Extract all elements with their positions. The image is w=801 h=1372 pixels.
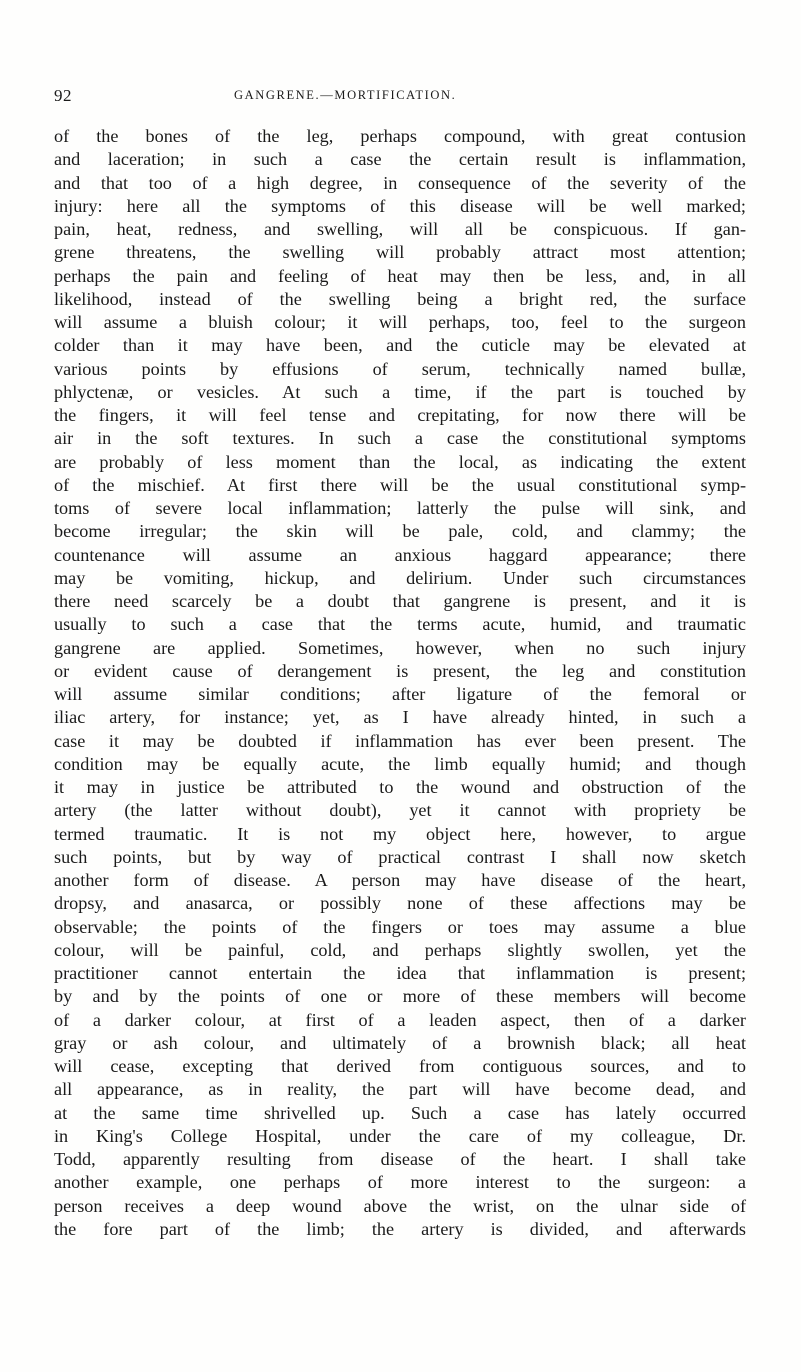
text-line: and laceration; in such a case the certain result is inflammation, — [54, 149, 746, 170]
text-line: of a darker colour, at first of a leaden aspect, then of a darker — [54, 1009, 746, 1030]
text-line: grene threatens, the swelling will probably attract most attention; — [54, 242, 746, 263]
text-line: termed traumatic. It is not my object here, however, to argue — [54, 823, 746, 844]
text-line: condition may be equally acute, the limb equally humid; and though — [54, 753, 746, 774]
text-line: or evident cause of derangement is present, the leg and constitution — [54, 660, 746, 681]
text-line: countenance will assume an anxious haggard appearance; there — [54, 544, 746, 565]
text-line: artery (the latter without doubt), yet it cannot with propriety be — [54, 800, 746, 821]
text-line: it may in justice be attributed to the wound and obstruction of the — [54, 777, 746, 797]
running-title: GANGRENE.—MORTIFICATION. — [234, 88, 457, 102]
text-line: practitioner cannot entertain the idea that inflammation is present; — [54, 963, 746, 983]
text-line: will cease, excepting that derived from contiguous sources, and to — [54, 1056, 746, 1076]
text-line: Todd, apparently resulting from disease of the heart. I shall take — [54, 1149, 746, 1169]
text-line: will assume similar conditions; after ligature of the femoral or — [54, 684, 746, 704]
text-line: phlyctenæ, or vesicles. At such a time, if the part is touched by — [54, 381, 746, 402]
page-header — [54, 86, 744, 110]
text-line: of the bones of the leg, perhaps compound, with great contusion — [54, 126, 746, 146]
text-line: observable; the points of the fingers or toes may assume a blue — [54, 916, 746, 937]
page-number: 92 — [54, 86, 72, 105]
text-line: become irregular; the skin will be pale, cold, and clammy; the — [54, 521, 746, 542]
text-line: various points by effusions of serum, technically named bullæ, — [54, 358, 746, 379]
text-line: gangrene are applied. Sometimes, however, when no such injury — [54, 637, 746, 658]
text-line: and that too of a high degree, in consequence of the severity of the — [54, 172, 746, 193]
text-line: there need scarcely be a doubt that gangrene is present, and it is — [54, 591, 746, 611]
text-line: toms of severe local inflammation; latterly the pulse will sink, and — [54, 498, 746, 518]
text-line: colder than it may have been, and the cuticle may be elevated at — [54, 335, 746, 356]
text-line: likelihood, instead of the swelling being a bright red, the surface — [54, 288, 746, 309]
text-line: all appearance, as in reality, the part will have become dead, and — [54, 1079, 746, 1100]
text-line: will assume a bluish colour; it will perhaps, too, feel to the surgeon — [54, 312, 746, 332]
text-line: iliac artery, for instance; yet, as I have already hinted, in such a — [54, 707, 746, 728]
text-line: usually to such a case that the terms acute, humid, and traumatic — [54, 614, 746, 635]
text-line: may be vomiting, hickup, and delirium. Under such circumstances — [54, 567, 746, 588]
text-line: person receives a deep wound above the wrist, on the ulnar side of — [54, 1195, 746, 1216]
text-line: gray or ash colour, and ultimately of a brownish black; all heat — [54, 1032, 746, 1053]
text-line: air in the soft textures. In such a case the constitutional symptoms — [54, 428, 746, 449]
text-line: of the mischief. At first there will be the usual constitutional symp- — [54, 474, 746, 495]
text-line: another example, one perhaps of more interest to the surgeon: a — [54, 1172, 746, 1193]
text-line: another form of disease. A person may have disease of the heart, — [54, 870, 746, 890]
text-line: in King's College Hospital, under the care of my colleague, Dr. — [54, 1125, 746, 1146]
text-line: pain, heat, redness, and swelling, will all be conspicuous. If gan- — [54, 219, 746, 239]
text-line: dropsy, and anasarca, or possibly none of these affections may be — [54, 893, 746, 914]
text-line: such points, but by way of practical contrast I shall now sketch — [54, 846, 746, 867]
text-line: are probably of less moment than the local, as indicating the extent — [54, 451, 746, 472]
text-line: colour, will be painful, cold, and perhaps slightly swollen, yet the — [54, 939, 746, 960]
text-line: perhaps the pain and feeling of heat may then be less, and, in all — [54, 265, 746, 286]
text-line: at the same time shrivelled up. Such a case has lately occurred — [54, 1102, 746, 1123]
text-line: injury: here all the symptoms of this disease will be well marked; — [54, 195, 746, 216]
text-line: by and by the points of one or more of these members will become — [54, 986, 746, 1007]
text-line: case it may be doubted if inflammation has ever been present. The — [54, 730, 746, 751]
text-line: the fingers, it will feel tense and crepitating, for now there will be — [54, 405, 746, 425]
text-line: the fore part of the limb; the artery is divided, and afterwards — [54, 1218, 746, 1239]
body-text — [54, 125, 746, 1241]
